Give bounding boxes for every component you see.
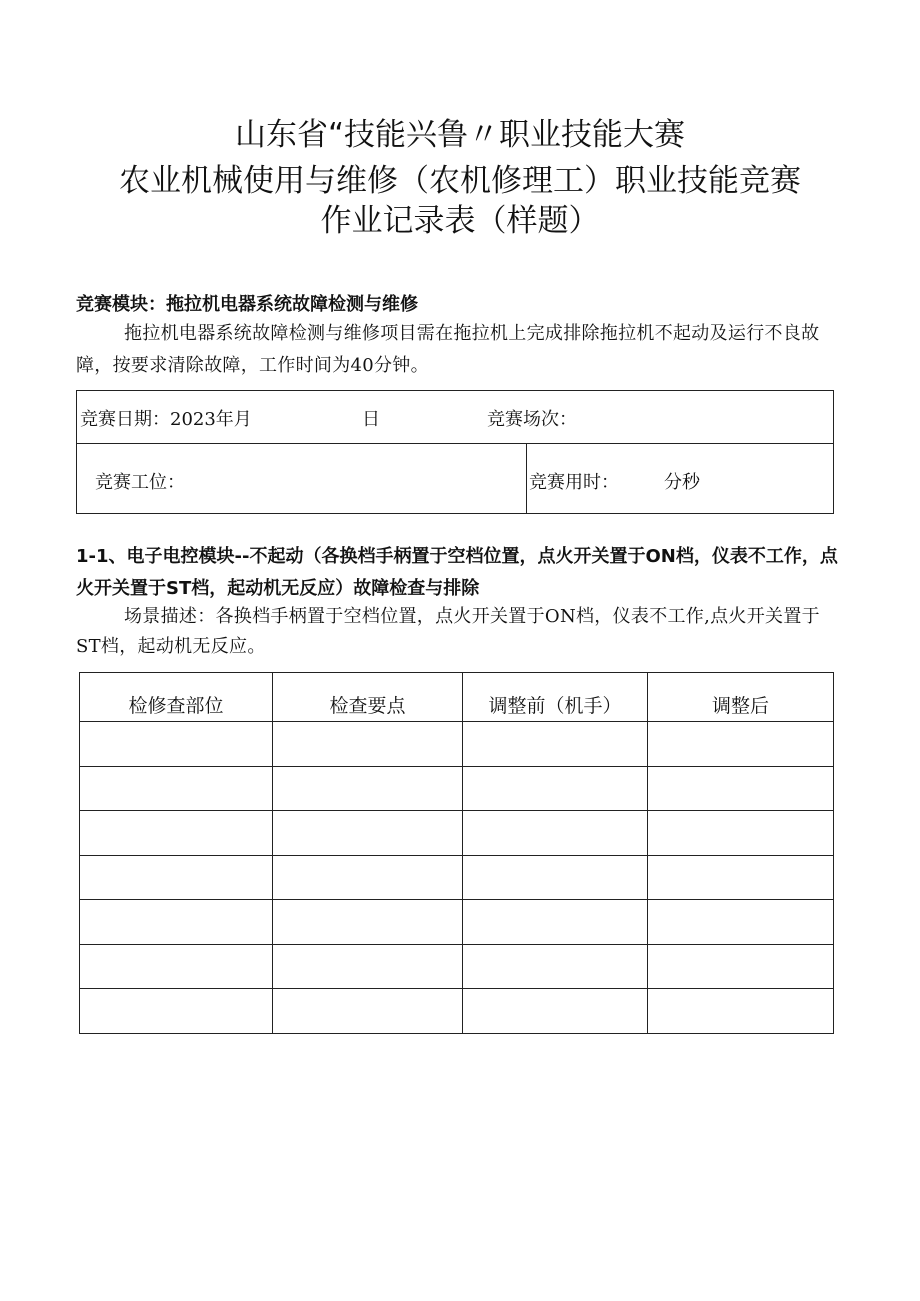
table-header-row	[80, 673, 834, 722]
table-cell[interactable]	[273, 944, 463, 989]
info-row-date	[77, 391, 833, 444]
module-title: 竞赛模块：拖拉机电器系统故障检测与维修	[76, 294, 418, 315]
table-cell[interactable]	[80, 900, 273, 945]
table-row	[80, 811, 834, 856]
header-before-adjust: 调整前（机手）	[463, 673, 648, 722]
table-row	[80, 855, 834, 900]
table-cell[interactable]	[273, 722, 463, 767]
record-table	[79, 672, 834, 1034]
table-cell[interactable]	[273, 855, 463, 900]
table-row	[80, 944, 834, 989]
header-inspection-part: 检修查部位	[80, 673, 273, 722]
table-cell[interactable]	[80, 811, 273, 856]
table-cell[interactable]	[463, 989, 648, 1034]
table-cell[interactable]	[80, 855, 273, 900]
table-cell[interactable]	[80, 944, 273, 989]
table-cell[interactable]	[273, 766, 463, 811]
table-cell[interactable]	[463, 766, 648, 811]
info-form	[76, 390, 834, 514]
table-cell[interactable]	[648, 900, 834, 945]
table-row	[80, 722, 834, 767]
table-cell[interactable]	[648, 989, 834, 1034]
time-units: 分秒	[664, 472, 700, 493]
table-row	[80, 989, 834, 1034]
table-cell[interactable]	[463, 900, 648, 945]
date-field[interactable]: 竞赛日期：2023年月	[80, 409, 252, 430]
table-cell[interactable]	[273, 900, 463, 945]
table-cell[interactable]	[648, 944, 834, 989]
table-cell[interactable]	[463, 944, 648, 989]
table-cell[interactable]	[80, 766, 273, 811]
module-description: 拖拉机电器系统故障检测与维修项目需在拖拉机上完成排除拖拉机不起动及运行不良故障，按要求清除故障，工作时间为40分钟。	[76, 323, 820, 376]
table-cell[interactable]	[463, 855, 648, 900]
section-title: 1-1、电子电控模块--不起动（各换档手柄置于空档位置，点火开关置于ON档，仪表不工作，点火开关置于ST档，起动机无反应）故障检查与排除	[76, 546, 838, 599]
table-body	[80, 722, 834, 1034]
table-cell[interactable]	[273, 989, 463, 1034]
table-cell[interactable]	[648, 855, 834, 900]
table-cell[interactable]	[648, 811, 834, 856]
scenario-description: 场景描述：各换档手柄置于空档位置，点火开关置于ON档，仪表不工作,点火开关置于ST档，起动机无反应。	[76, 606, 820, 657]
session-field[interactable]: 竞赛场次：	[487, 409, 577, 430]
table-cell[interactable]	[463, 811, 648, 856]
table-cell[interactable]	[80, 722, 273, 767]
title-line-2: 农业机械使用与维修（农机修理工）职业技能竞赛	[119, 163, 801, 199]
title-line-3: 作业记录表（样题）	[320, 203, 600, 239]
title-line-1: 山东省“技能兴鲁〃职业技能大赛	[234, 117, 686, 153]
day-label: 日	[362, 409, 380, 430]
info-divider	[526, 444, 527, 514]
header-after-adjust: 调整后	[648, 673, 834, 722]
table-cell[interactable]	[648, 722, 834, 767]
table-cell[interactable]	[648, 766, 834, 811]
table-cell[interactable]	[273, 811, 463, 856]
time-field[interactable]: 竞赛用时：	[529, 472, 619, 493]
station-field[interactable]: 竞赛工位：	[95, 472, 185, 493]
table-cell[interactable]	[463, 722, 648, 767]
header-check-points: 检查要点	[273, 673, 463, 722]
table-row	[80, 766, 834, 811]
table-row	[80, 900, 834, 945]
table-cell[interactable]	[80, 989, 273, 1034]
